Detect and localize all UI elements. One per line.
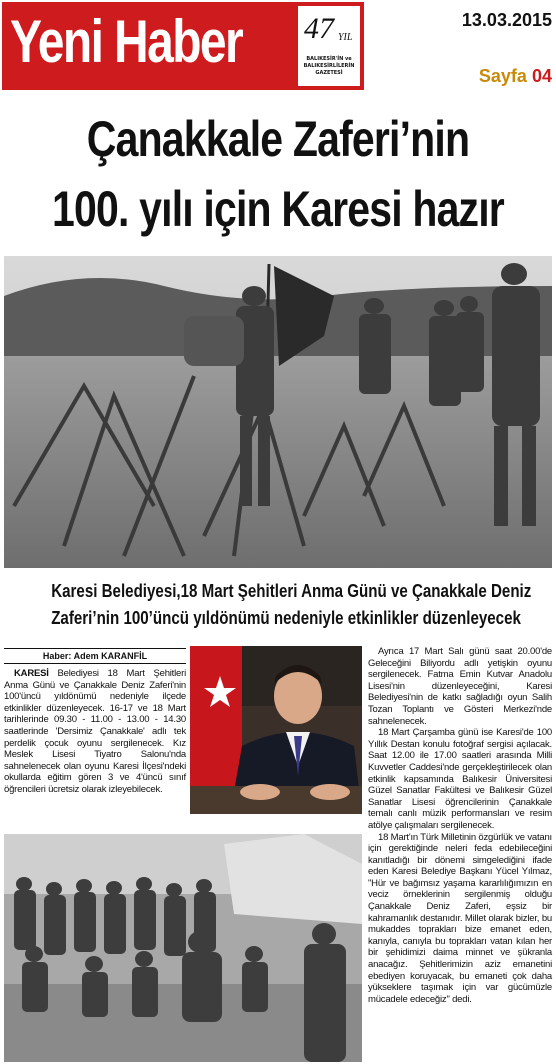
second-archive-photo [4, 834, 362, 1062]
page-word: Sayfa [478, 66, 527, 86]
article-right-column [368, 646, 552, 1005]
subheadline-line-2: Zaferi’nin 100’üncü yıldönümü nedeniyle etkinlikler düzenleyecek [51, 608, 521, 628]
badge-suffix: YIL [338, 32, 353, 43]
page-number: 04 [531, 66, 552, 86]
masthead [2, 2, 364, 90]
headline-line-1: Çanakkale Zaferi’nin [86, 111, 470, 167]
headline [0, 104, 556, 244]
newspaper-logo-title: Yeni Haber [10, 8, 243, 75]
mayor-photo [190, 646, 362, 814]
badge-number: 47 [304, 12, 334, 45]
lead-word: KARESİ [14, 668, 49, 679]
anniversary-badge [298, 6, 360, 86]
badge-tagline: BALIKESİR'İN ve BALIKESİRLİLERİN GAZETESİ [303, 56, 355, 76]
main-archive-photo [4, 256, 552, 568]
right-paragraph-2: 18 Mart Çarşamba günü ise Karesi'de 100 Yıllık Destan konulu fotoğraf sergisi açılacak. Saat 12.00 ile 17.00 saatleri arasında Milli Kuvvetler Caddesi'nde gerçekleştirilecek olan etkinlik kapsamında Balıkesir Üniversitesi Güzel Sanatlar Fakültesi ve Balıkesir Güzel Sanatlar Lisesi öğrencilerinin Çanakkale temalı canlı müzik performansları ve resim atölye çalışmaları sergilenecek. [368, 727, 552, 831]
left-column-text: Belediyesi 18 Mart Şehitleri Anma Günü ve Çanakkale Deniz Zaferi'nin 100'üncü yıldönümü nedeniyle ilçede etkinlikler düzenleyecek. 16-17 ve 18 Mart tarihlerinde 09.30 - 11.00 - 13.00 - 14.30 saatlerinde 'Dersimiz Çanakkale' adlı tek perdelik çocuk oyunu sergilenecek. Kız Meslek Lisesi Tiyatro Salonu'nda sahnelenecek olan oyunu Karesi İlçesi'ndeki okullarda eğitim gören 3 ve 4'üncü sınıf öğrencileri ücretsiz olarak izleyebilecek. [4, 668, 186, 795]
right-paragraph-1: Ayrıca 17 Mart Salı günü saat 20.00'de Geleceğini Biliyordu adlı yetişkin oyunu sergilenecek. Fatma Emin Kutvar Anadolu Lisesi'nin düzenleyeceğini, Karesi Belediyesi'nin de katkı sağladığı oyun Salih Tozan Toplantı ve Gösteri Merkezi'nde sahnelenecek. [368, 646, 552, 727]
byline: Haber: Adem KARANFİL [4, 648, 186, 664]
page-label [479, 66, 552, 87]
subheadline-line-1: Karesi Belediyesi,18 Mart Şehitleri Anma Günü ve Çanakkale Deniz [51, 581, 532, 601]
headline-line-2: 100. yılı için Karesi hazır [52, 181, 504, 237]
subheadline [8, 578, 548, 632]
issue-date: 13.03.2015 [461, 10, 552, 30]
right-paragraph-3: 18 Mart'ın Türk Milletinin özgürlük ve vatanı için gerektiğinde neleri feda edebileceğini kanıtladığı bir dönemi simgelediğini ifade eden Karesi Belediye Başkanı Yücel Yılmaz, "Hür ve bağımsız yaşama kararlılığımızın en veciz örneklerinin sergilenmiş olduğu Çanakkale Deniz Zaferi, eşsiz bir kahramanlık destanıdır. Millet olarak bizler, bu mukaddes toprakları bize emanet eden, kanıyla, canıyla bu toprakları vatan kılan her bir şehidimizi daima minnet ve şükranla anacağız. Şehitlerimizin aziz emanetini ebediyen koruyacak, bu emaneti çok daha yükseklere taşımak için var gücümüzle mücadele edeceğiz" dedi. [368, 831, 552, 1005]
article-left-column [4, 668, 186, 796]
